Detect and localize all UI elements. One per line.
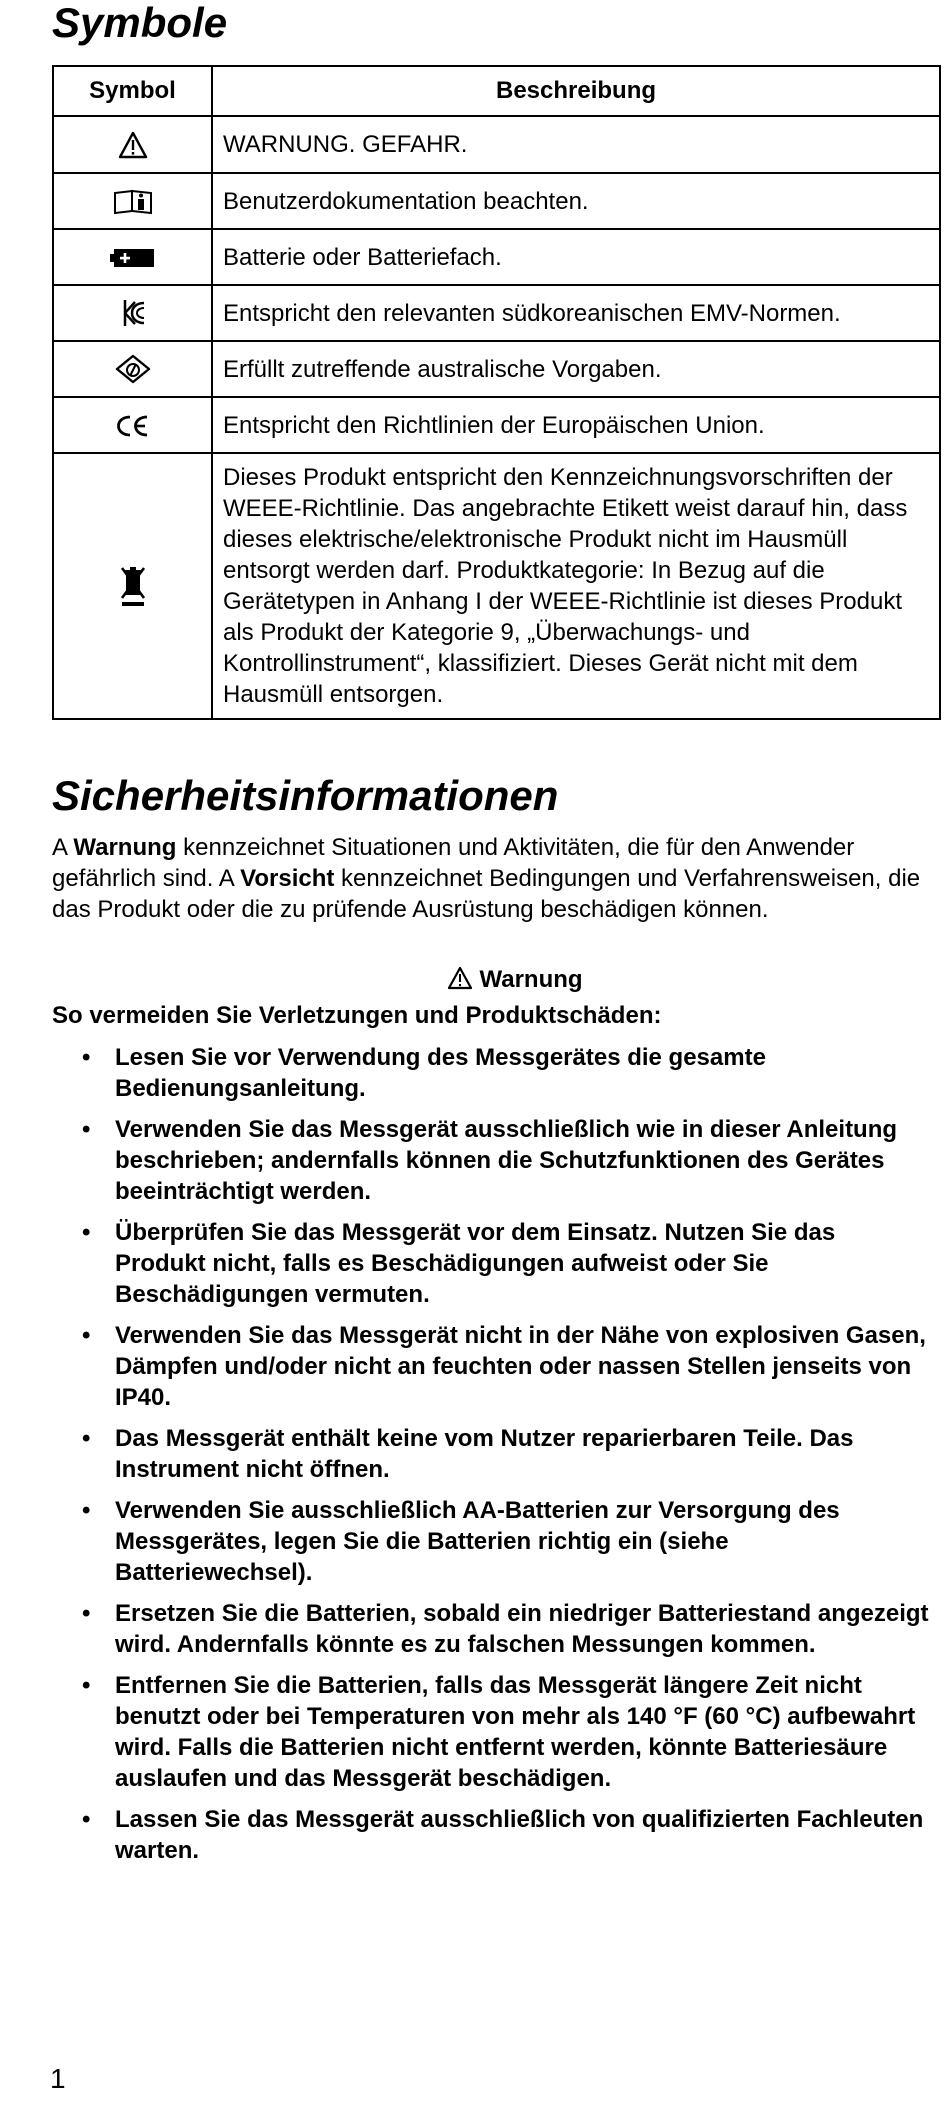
- bullet-dot: •: [82, 1044, 91, 1071]
- bullet-dot: •: [82, 1600, 91, 1627]
- bullet-text: Verwenden Sie ausschließlich AA-Batterien zur Versorgung des Messgerätes, legen Sie die Batterien richtig ein (siehe Batteriewechsel).: [115, 1497, 840, 1586]
- description-cell: Entspricht den Richtlinien der Europäischen Union.: [212, 397, 940, 453]
- page-number: 1: [50, 2063, 66, 2094]
- column-header-symbol: Symbol: [53, 66, 212, 116]
- battery-icon: [110, 247, 156, 269]
- bullet-dot: •: [82, 1322, 91, 1349]
- warning-heading: [0, 966, 950, 994]
- table-row: [53, 173, 940, 229]
- intro-text: kennzeichnet Bedingungen und Verfahrensweisen, die das Produkt oder die zu prüfende Ausrüstung beschädigen können.: [52, 865, 921, 923]
- bullet-text: Verwenden Sie das Messgerät ausschließlich wie in dieser Anleitung beschrieben; andernfalls können die Schutzfunktionen des Gerätes beeinträchtigt werden.: [115, 1116, 898, 1205]
- bullet-dot: •: [82, 1219, 91, 1246]
- warning-heading-text: Warnung: [479, 966, 583, 993]
- symbol-cell: [53, 453, 212, 719]
- bullet-text: Lesen Sie vor Verwendung des Messgerätes die gesamte Bedienungsanleitung.: [115, 1044, 766, 1102]
- bullet-text: Lassen Sie das Messgerät ausschließlich von qualifizierten Fachleuten warten.: [115, 1806, 924, 1864]
- column-header-description: Beschreibung: [212, 66, 940, 116]
- list-item: [52, 1114, 932, 1207]
- list-item: [52, 1495, 932, 1588]
- list-item: [52, 1670, 932, 1794]
- weee-crossed-bin-icon: [120, 564, 146, 608]
- bullet-dot: •: [82, 1425, 91, 1452]
- description-cell: WARNUNG. GEFAHR.: [212, 116, 940, 173]
- description-cell: Dieses Produkt entspricht den Kennzeichnungsvorschriften der WEEE-Richtlinie. Das angebrachte Etikett weist darauf hin, dass dieses elektrische/elektronische Produkt nicht im Hausmüll entsorgt werden darf. Produktkategorie: In Bezug auf die Gerätetypen in Anhang I der WEEE-Richtlinie ist dieses Produkt als Produkt der Kategorie 9, „Überwachungs- und Kontrollinstrument“, klassifiziert. Dieses Gerät nicht mit dem Hausmüll entsorgen.: [212, 453, 940, 719]
- warning-triangle-icon: [118, 131, 148, 159]
- table-row: [53, 116, 940, 173]
- description-cell: Benutzerdokumentation beachten.: [212, 173, 940, 229]
- bullet-dot: •: [82, 1806, 91, 1833]
- table-row: [53, 285, 940, 341]
- bullet-text: Verwenden Sie das Messgerät nicht in der Nähe von explosiven Gasen, Dämpfen und/oder nicht an feuchten oder nassen Stellen jenseits von IP40.: [115, 1322, 926, 1411]
- list-item: [52, 1598, 932, 1660]
- warning-subheading: So vermeiden Sie Verletzungen und Produktschäden:: [52, 1002, 662, 1029]
- section-title-safety: Sicherheitsinformationen: [52, 772, 559, 819]
- symbol-cell: [53, 341, 212, 397]
- kc-mark-icon: [119, 297, 147, 329]
- bullet-text: Das Messgerät enthält keine vom Nutzer reparierbaren Teile. Das Instrument nicht öffnen.: [115, 1425, 854, 1483]
- table-header-row: [53, 66, 940, 116]
- description-cell: Erfüllt zutreffende australische Vorgaben.: [212, 341, 940, 397]
- list-item: [52, 1320, 932, 1413]
- list-item: [52, 1804, 932, 1866]
- bullet-dot: •: [82, 1116, 91, 1143]
- ce-mark-icon: [116, 414, 150, 438]
- section-title-symbols: Symbole: [52, 0, 228, 46]
- intro-text: kennzeichnet Situationen und Aktivitäten, die für den Anwender gefährlich sind. A: [52, 834, 855, 892]
- symbol-cell: [53, 397, 212, 453]
- bullet-dot: •: [82, 1672, 91, 1699]
- symbols-table: [52, 65, 941, 720]
- description-cell: Entspricht den relevanten südkoreanischen EMV-Normen.: [212, 285, 940, 341]
- symbol-cell: [53, 285, 212, 341]
- safety-intro-paragraph: [52, 832, 932, 925]
- list-item: [52, 1042, 932, 1104]
- symbol-cell: [53, 173, 212, 229]
- table-row: [53, 453, 940, 719]
- list-item: [52, 1423, 932, 1485]
- symbol-cell: [53, 229, 212, 285]
- user-documentation-icon: [113, 189, 153, 215]
- intro-text: A: [52, 834, 74, 861]
- table-row: [53, 341, 940, 397]
- bullet-text: Ersetzen Sie die Batterien, sobald ein niedriger Batteriestand angezeigt wird. Andernfalls könnte es zu falschen Messungen kommen.: [115, 1600, 929, 1658]
- bullet-text: Entfernen Sie die Batterien, falls das Messgerät längere Zeit nicht benutzt oder bei Temperaturen von mehr als 140 °F (60 °C) aufbewahrt wird. Falls die Batterien nicht entfernt werden, könnte Batteriesäure auslaufen und das Messgerät beschädigen.: [115, 1672, 916, 1792]
- symbol-cell: [53, 116, 212, 173]
- intro-term-caution: Vorsicht: [240, 865, 335, 892]
- bullet-text: Überprüfen Sie das Messgerät vor dem Einsatz. Nutzen Sie das Produkt nicht, falls es Beschädigungen aufweist oder Sie Beschädigungen vermuten.: [115, 1219, 836, 1308]
- table-row: [53, 397, 940, 453]
- description-cell: Batterie oder Batteriefach.: [212, 229, 940, 285]
- bullet-dot: •: [82, 1497, 91, 1524]
- warning-triangle-icon: [447, 966, 473, 990]
- safety-bullet-list: [52, 1042, 932, 1876]
- list-item: [52, 1217, 932, 1310]
- table-row: [53, 229, 940, 285]
- rcm-mark-icon: [115, 354, 151, 384]
- intro-term-warning: Warnung: [73, 834, 177, 861]
